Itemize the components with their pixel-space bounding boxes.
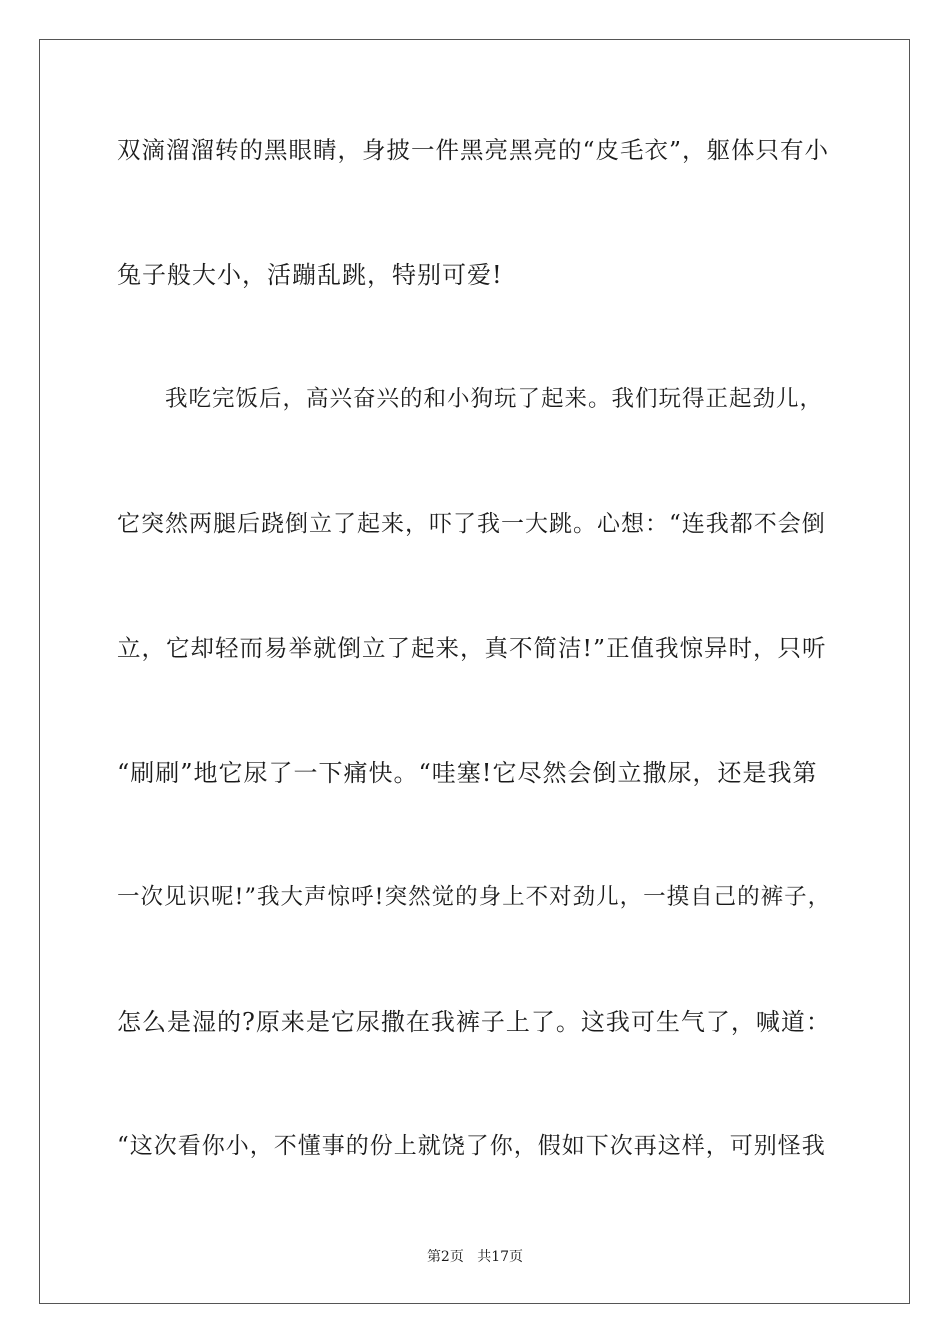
paragraph-line-2: 兔子般大小，活蹦乱跳，特别可爱! — [117, 261, 503, 289]
paragraph-line-4: 它突然两腿后跷倒立了起来，吓了我一大跳。心想：“连我都不会倒 — [117, 511, 826, 537]
page-frame — [39, 39, 910, 1304]
paragraph-line-3: 我吃完饭后，高兴奋兴的和小狗玩了起来。我们玩得正起劲儿， — [165, 386, 824, 412]
paragraph-line-7: 一次见识呢!”我大声惊呼!突然觉的身上不对劲儿，一摸自己的裤子， — [117, 884, 832, 910]
paragraph-line-5: 立，它却轻而易举就倒立了起来，真不简洁!”正值我惊异时，只听 — [117, 634, 827, 662]
page-number: 第2页 — [426, 1249, 464, 1265]
paragraph-line-6: “刷刷”地它尿了一下痛快。“哇塞!它尽然会倒立撒尿，还是我第 — [117, 759, 818, 787]
paragraph-line-9: “这次看你小，不懂事的份上就饶了你，假如下次再这样，可别怪我 — [117, 1133, 826, 1159]
total-pages: 共17页 — [477, 1249, 524, 1265]
paragraph-line-1: 双滴溜溜转的黑眼睛，身披一件黑亮黑亮的“皮毛衣”，躯体只有小 — [117, 136, 830, 164]
paragraph-line-8: 怎么是湿的?原来是它尿撒在我裤子上了。这我可生气了，喊道： — [117, 1008, 831, 1036]
page-footer — [0, 1248, 950, 1266]
